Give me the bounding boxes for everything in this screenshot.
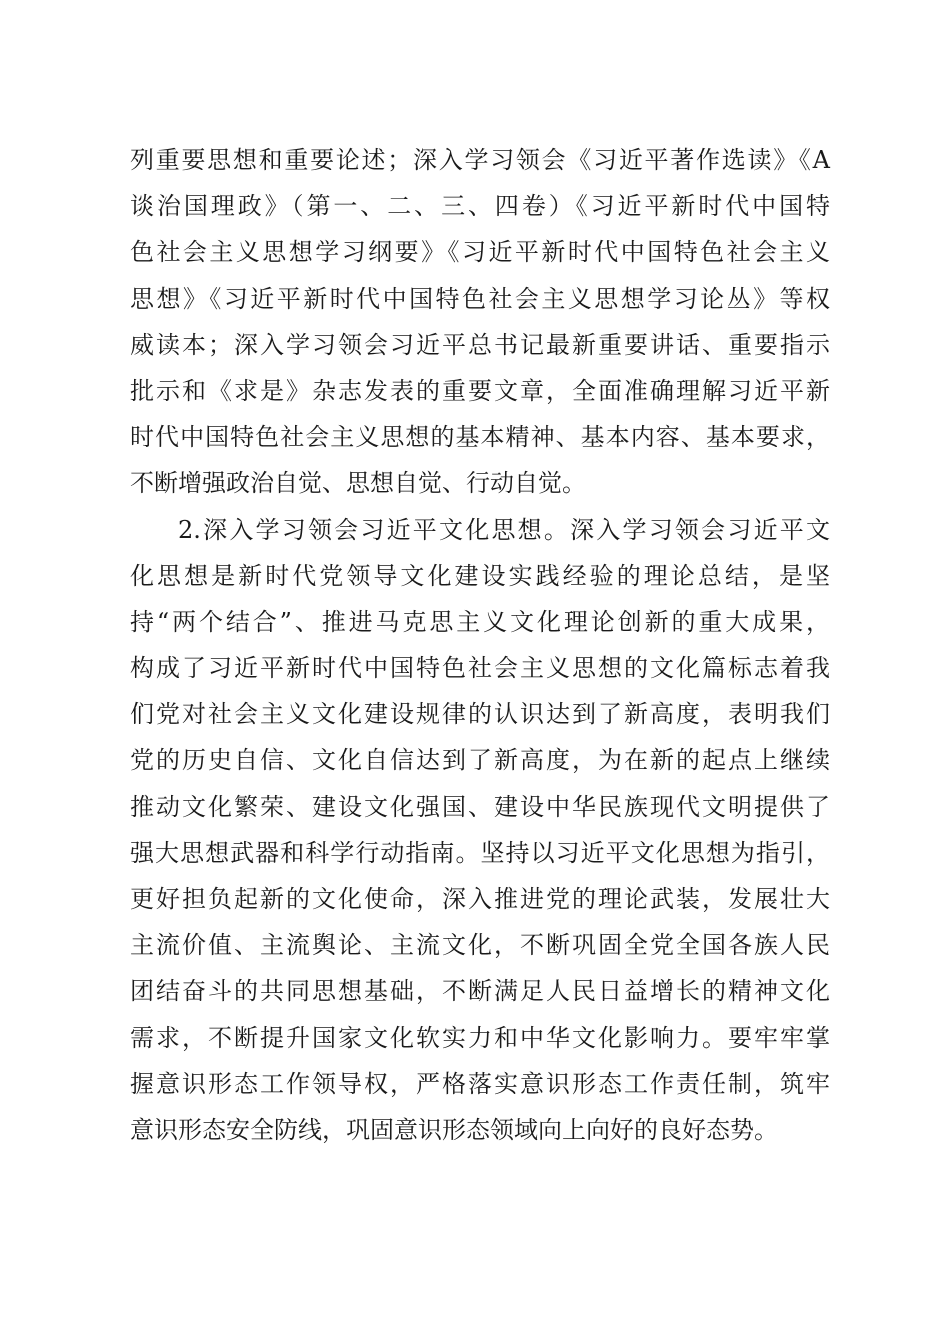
text-line: 威读本；深入学习领会习近平总书记最新重要讲话、重要指示 <box>130 330 830 359</box>
section-heading-line: 2.深入学习领会习近平文化思想。深入学习领会习近平文 <box>178 515 830 544</box>
text-line: 意识形态安全防线，巩固意识形态领域向上向好的良好态势。 <box>130 1115 778 1144</box>
text-line: 批示和《求是》杂志发表的重要文章，全面准确理解习近平新 <box>130 376 830 405</box>
text-line: 化思想是新时代党领导文化建设实践经验的理论总结，是坚 <box>130 561 830 590</box>
text-line: 思想》《习近平新时代中国特色社会主义思想学习论丛》等权 <box>130 284 830 313</box>
paragraph-1 <box>130 137 830 507</box>
text-line: 们党对社会主义文化建设规律的认识达到了新高度，表明我们 <box>130 700 830 729</box>
text-line: 更好担负起新的文化使命，深入推进党的理论武装，发展壮大 <box>130 885 830 913</box>
document-body <box>130 137 830 1153</box>
text-line: 时代中国特色社会主义思想的基本精神、基本内容、基本要求， <box>130 423 830 452</box>
text-line: 强大思想武器和科学行动指南。坚持以习近平文化思想为指引， <box>130 838 830 867</box>
text-line: 谈治国理政》（第一、二、三、四卷）《习近平新时代中国特 <box>130 192 830 221</box>
text-line: 团结奋斗的共同思想基础，不断满足人民日益增长的精神文化 <box>130 977 830 1006</box>
text-line: 握意识形态工作领导权，严格落实意识形态工作责任制，筑牢 <box>130 1069 830 1098</box>
text-line: 党的历史自信、文化自信达到了新高度，为在新的起点上继续 <box>130 746 830 775</box>
text-line: 列重要思想和重要论述；深入学习领会《习近平著作选读》《A <box>130 146 830 174</box>
text-line: 推动文化繁荣、建设文化强国、建设中华民族现代文明提供了 <box>130 792 830 821</box>
text-line: 不断增强政治自觉、思想自觉、行动自觉。 <box>130 469 586 498</box>
text-line: 持“两个结合”、推进马克思主义文化理论创新的重大成果， <box>130 607 830 636</box>
text-line: 构成了习近平新时代中国特色社会主义思想的文化篇标志着我 <box>130 654 830 683</box>
text-line: 需求，不断提升国家文化软实力和中华文化影响力。要牢牢掌 <box>130 1023 830 1052</box>
text-line: 主流价值、主流舆论、主流文化，不断巩固全党全国各族人民 <box>130 931 830 960</box>
text-line: 色社会主义思想学习纲要》《习近平新时代中国特色社会主义 <box>130 238 830 267</box>
paragraph-2 <box>130 507 830 1154</box>
